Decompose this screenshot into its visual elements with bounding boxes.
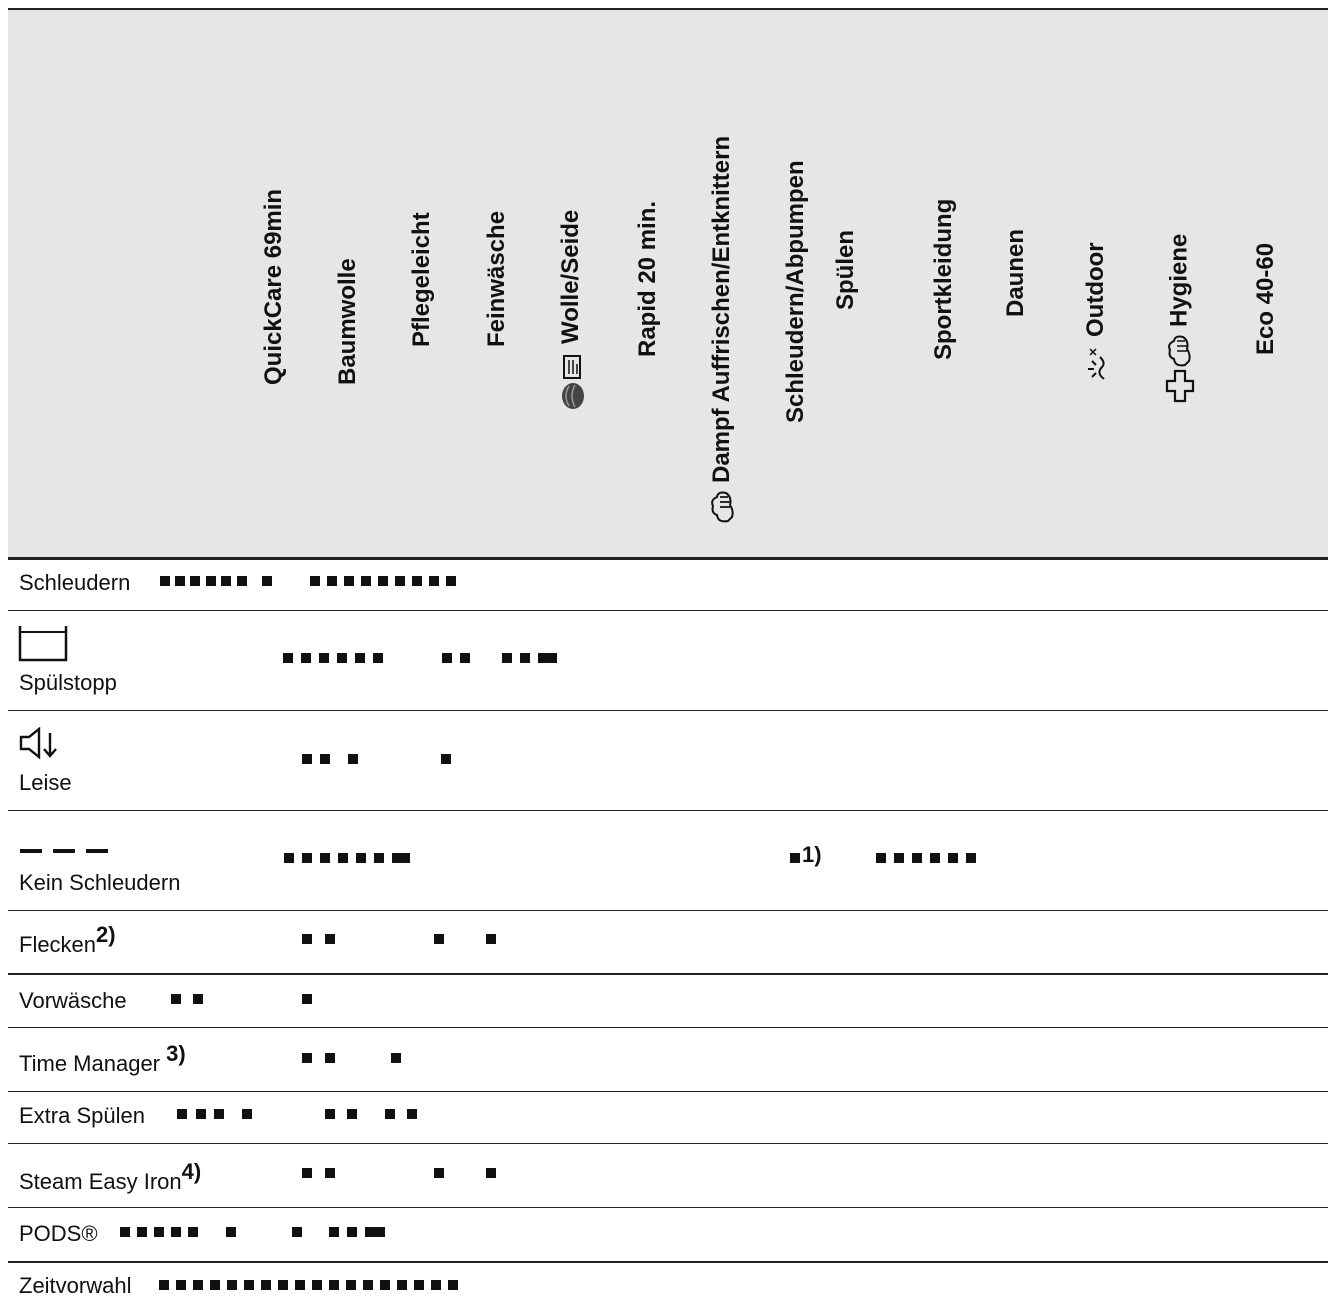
availability-square (171, 994, 181, 1004)
availability-square (400, 853, 410, 863)
availability-square (966, 853, 976, 863)
availability-square (355, 653, 365, 663)
footnote-marker: 4) (181, 1159, 202, 1184)
availability-square (284, 853, 294, 863)
availability-square (441, 754, 451, 764)
option-extra-spuelen (19, 1103, 145, 1129)
availability-square (312, 1280, 322, 1290)
hygiene-icon (1163, 333, 1197, 405)
row-divider (8, 1091, 1328, 1092)
wool-icon (557, 350, 587, 410)
availability-square (177, 1109, 187, 1119)
availability-square (302, 853, 312, 863)
availability-square (310, 576, 320, 586)
quiet-icon (18, 727, 62, 761)
availability-square (442, 653, 452, 663)
availability-square (385, 1109, 395, 1119)
option-label: Leise (19, 770, 72, 795)
availability-square (319, 653, 329, 663)
availability-square (407, 1109, 417, 1119)
availability-square (237, 576, 247, 586)
option-label: PODS® (19, 1221, 98, 1246)
availability-square (547, 653, 557, 663)
option-label: Steam Easy Iron (19, 1169, 182, 1194)
availability-square (320, 754, 330, 764)
program-header-schleudern (781, 160, 811, 423)
availability-square (344, 576, 354, 586)
availability-square (176, 1280, 186, 1290)
availability-square (190, 576, 200, 586)
availability-square (434, 1168, 444, 1178)
header-bottom-rule (8, 557, 1328, 560)
availability-square (175, 576, 185, 586)
footnote-marker: 1) (802, 842, 822, 867)
availability-square (295, 1280, 305, 1290)
availability-square (356, 853, 366, 863)
option-label: Zeitvorwahl (19, 1273, 132, 1298)
availability-square (365, 1227, 375, 1237)
row-divider (8, 1143, 1328, 1144)
availability-square (391, 1053, 401, 1063)
availability-square (502, 653, 512, 663)
availability-square (137, 1227, 147, 1237)
availability-square (374, 853, 384, 863)
program-label: Baumwolle (334, 258, 361, 385)
availability-square (283, 653, 293, 663)
availability-square (431, 1280, 441, 1290)
availability-square (325, 1053, 335, 1063)
program-label: Dampf Auffrischen/Entknittern (708, 135, 735, 483)
availability-square (338, 853, 348, 863)
availability-square (159, 1280, 169, 1290)
program-label: Schleudern/Abpumpen (782, 160, 809, 423)
availability-square (520, 653, 530, 663)
option-kein-schleudern (19, 870, 180, 896)
row-divider (8, 710, 1328, 711)
program-label: QuickCare 69min (260, 188, 287, 385)
row-divider (8, 973, 1328, 975)
availability-square (486, 1168, 496, 1178)
option-label: Vorwäsche (19, 988, 127, 1013)
availability-square (346, 1280, 356, 1290)
availability-square (446, 576, 456, 586)
program-header-outdoor (1081, 242, 1111, 383)
row-divider (8, 1027, 1328, 1028)
program-label: Feinwäsche (483, 210, 510, 347)
option-label: Schleudern (19, 570, 131, 595)
outdoor-icon (1082, 343, 1112, 383)
availability-square (948, 853, 958, 863)
availability-square (196, 1109, 206, 1119)
program-label: Wolle/Seide (557, 209, 584, 344)
row-divider (8, 610, 1328, 611)
program-label: Hygiene (1165, 233, 1193, 327)
rinse-hold-icon (18, 624, 68, 662)
availability-square (397, 1280, 407, 1290)
availability-square (375, 1227, 385, 1237)
availability-square (262, 576, 272, 586)
availability-square (378, 576, 388, 586)
program-header-feinwaesche (482, 211, 512, 347)
availability-square (278, 1280, 288, 1290)
availability-square (460, 653, 470, 663)
availability-square (395, 576, 405, 586)
program-header-pflegeleicht (407, 212, 437, 347)
no-spin-icon (18, 845, 110, 857)
option-label: Time Manager (19, 1051, 161, 1076)
availability-square (380, 1280, 390, 1290)
option-label: Extra Spülen (19, 1103, 145, 1128)
program-header-baumwolle (333, 258, 363, 385)
footnote-marker: 2) (96, 922, 116, 947)
footnote-marker: 3) (166, 1041, 186, 1066)
availability-square (325, 1109, 335, 1119)
availability-square (214, 1109, 224, 1119)
program-label: Rapid 20 min. (634, 200, 661, 357)
availability-square (412, 576, 422, 586)
option-label: Spülstopp (19, 670, 117, 695)
availability-square (348, 754, 358, 764)
program-header-quickcare (259, 189, 289, 385)
availability-square (363, 1280, 373, 1290)
availability-square (292, 1227, 302, 1237)
option-leise (19, 770, 72, 796)
availability-square (120, 1227, 130, 1237)
availability-square (930, 853, 940, 863)
program-header-daunen (1001, 229, 1031, 317)
option-steam-easy-iron (19, 1159, 202, 1195)
option-flecken (19, 922, 116, 958)
program-header-eco (1251, 243, 1281, 355)
availability-square (347, 1227, 357, 1237)
availability-square (414, 1280, 424, 1290)
availability-square (876, 853, 886, 863)
option-vorwaesche (19, 988, 127, 1014)
availability-square (327, 576, 337, 586)
availability-square (790, 853, 800, 863)
availability-square (226, 1227, 236, 1237)
availability-square (302, 1168, 312, 1178)
option-schleudern (19, 570, 130, 596)
option-label: Flecken (19, 932, 97, 957)
availability-square (347, 1109, 357, 1119)
row-divider (8, 1261, 1328, 1263)
program-header-wolle (556, 210, 586, 410)
availability-square (154, 1227, 164, 1237)
availability-square (434, 934, 444, 944)
availability-square (894, 853, 904, 863)
program-label: Eco 40-60 (1252, 242, 1279, 355)
availability-square (429, 576, 439, 586)
availability-square (302, 934, 312, 944)
availability-square (302, 1053, 312, 1063)
availability-square (188, 1227, 198, 1237)
program-header-sport (929, 199, 959, 360)
program-header-dampf (707, 136, 737, 525)
availability-square (302, 754, 312, 764)
availability-square (261, 1280, 271, 1290)
availability-square (337, 653, 347, 663)
program-label: Spülen (832, 229, 859, 310)
option-time-manager (19, 1041, 186, 1077)
availability-square (373, 653, 383, 663)
option-pods (19, 1221, 98, 1247)
program-label: Daunen (1002, 228, 1029, 317)
option-spuelstopp (19, 670, 117, 696)
program-header-hygiene (1163, 234, 1193, 405)
steam-icon (708, 489, 738, 525)
availability-square (320, 853, 330, 863)
availability-square (210, 1280, 220, 1290)
availability-square (329, 1227, 339, 1237)
availability-square (242, 1109, 252, 1119)
option-label: Kein Schleudern (19, 870, 181, 895)
table-header (8, 10, 1328, 558)
availability-square (160, 576, 170, 586)
table-top-rule (8, 8, 1328, 10)
availability-square (301, 653, 311, 663)
availability-square (329, 1280, 339, 1290)
availability-square (912, 853, 922, 863)
availability-square (206, 576, 216, 586)
availability-square (193, 994, 203, 1004)
availability-square (361, 576, 371, 586)
availability-square (325, 1168, 335, 1178)
program-label: Outdoor (1082, 242, 1109, 337)
program-label: Pflegeleicht (408, 212, 435, 347)
row-divider (8, 910, 1328, 911)
program-header-spuelen (831, 230, 861, 310)
availability-square (227, 1280, 237, 1290)
availability-square (325, 934, 335, 944)
row-divider (8, 1207, 1328, 1208)
program-header-rapid (633, 201, 663, 357)
availability-square (221, 576, 231, 586)
availability-square (448, 1280, 458, 1290)
availability-square (486, 934, 496, 944)
option-zeitvorwahl (19, 1273, 131, 1299)
availability-square (193, 1280, 203, 1290)
availability-square (244, 1280, 254, 1290)
availability-square (171, 1227, 181, 1237)
program-label: Sportkleidung (930, 198, 957, 360)
row-divider (8, 810, 1328, 811)
availability-square (302, 994, 312, 1004)
